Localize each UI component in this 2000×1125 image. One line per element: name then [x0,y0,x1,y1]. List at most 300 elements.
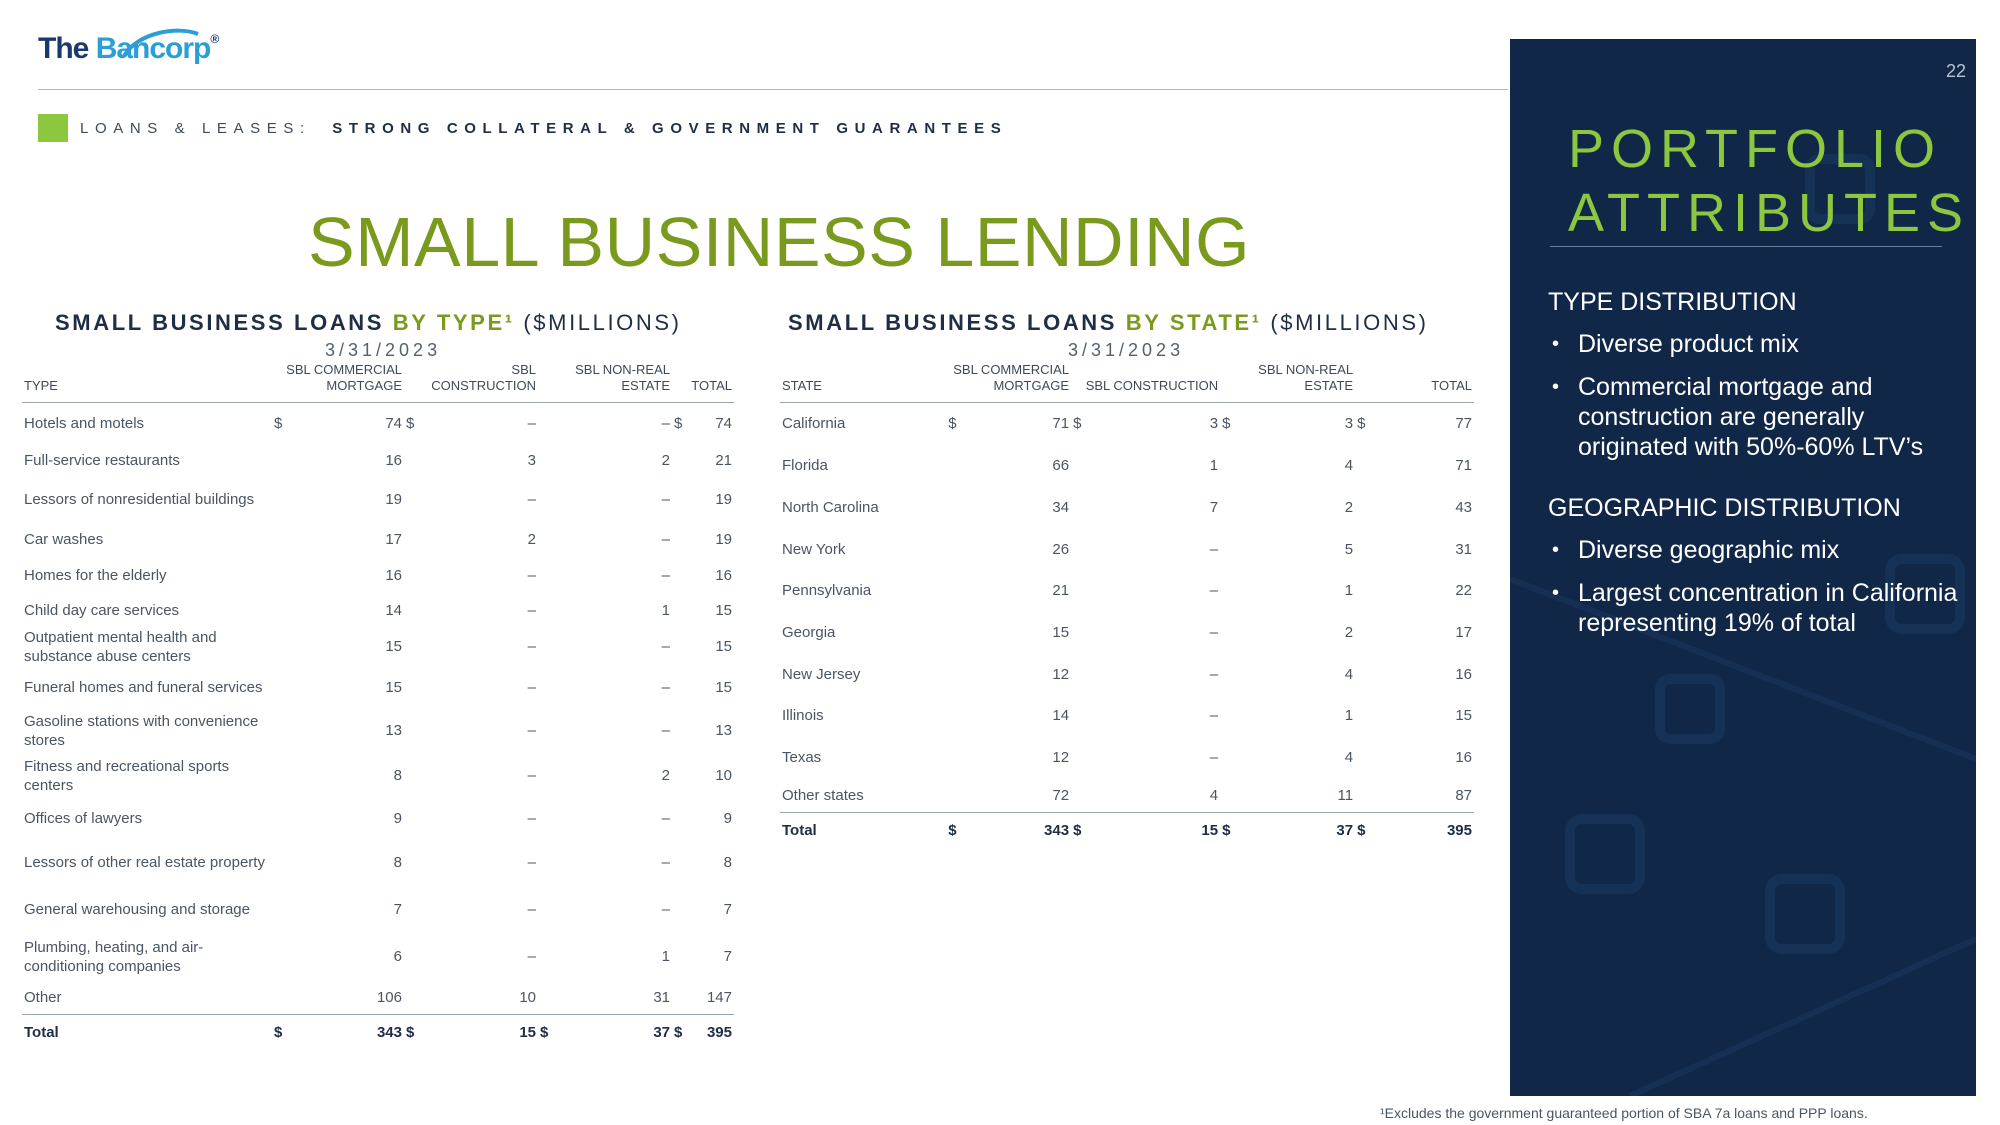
table-cell-label: Other states [782,786,864,804]
table-cell-non_re: – [661,531,670,548]
table-cell-c0 [272,627,294,667]
table-cell-c3 [1355,445,1385,487]
table-cell-c0 [272,445,294,477]
table-cell-non_re: – [661,679,670,696]
table-cell-c0 [272,839,294,887]
total-cell-c2: $ [538,1015,560,1047]
table-cell-c2 [538,933,560,981]
table-cell-c2 [538,627,560,667]
state-table-date: 3/31/2023 [1068,340,1185,360]
state-table [780,362,1474,845]
table-cell-c3 [672,933,694,981]
table-cell-c2 [1220,612,1250,654]
state-col-header-total: TOTAL [1355,362,1474,403]
table-cell-label: New York [782,540,846,558]
table-cell-c3 [1355,570,1385,612]
type-col-header-non-re: SBL NON-REAL ESTATE [538,362,672,403]
table-cell-c3 [1355,779,1385,813]
table-row [22,887,734,933]
table-cell-total: 16 [1455,665,1472,683]
section-label-bold: STRONG COLLATERAL & GOVERNMENT GUARANTEES [332,120,1008,137]
table-cell-c3 [672,753,694,799]
table-cell-c0 [272,981,294,1015]
table-cell-non_re: – [661,901,670,918]
table-cell-commercial: 15 [1052,624,1070,641]
table-cell-non_re: 2 [1344,624,1354,641]
table-cell-non_re: – [661,854,670,871]
table-cell-commercial: 72 [1052,786,1070,804]
type-bullet: • Commercial mortgage and construction are generally originated with 50%-60% LTV’s [1548,372,1968,462]
table-cell-non_re: 4 [1344,665,1354,683]
table-cell-construction: 1 [1209,457,1219,474]
table-cell-c1 [404,799,426,839]
total-cell-c1: $ [404,1015,426,1047]
table-cell-c1 [1071,654,1101,695]
table-cell-construction: 3 [527,452,536,469]
table-cell-c1: $ [406,415,415,433]
state-table-heading-bold: SMALL BUSINESS LOANS [788,310,1118,335]
state-col-header-state: STATE [780,362,946,403]
table-cell-label: Car washes [24,531,104,548]
table-row [780,654,1474,695]
section-accent-square [38,114,68,142]
table-cell-c1 [404,981,426,1015]
table-cell-construction: – [527,722,536,739]
table-cell-non_re: – [661,722,670,739]
table-cell-label: Fitness and recreational sports centers [24,757,230,794]
table-cell-c0 [272,523,294,557]
table-cell-c0 [272,887,294,933]
table-cell-c0 [946,570,976,612]
table-cell-c0 [946,737,976,779]
geographic-distribution-heading: GEOGRAPHIC DISTRIBUTION [1548,494,1901,522]
table-cell-c3 [672,709,694,753]
table-cell-c2 [1220,737,1250,779]
type-col-header-commercial: SBL COMMERCIAL MORTGAGE [272,362,404,403]
table-cell-construction: – [1209,582,1219,599]
table-cell-non_re: 5 [1344,540,1354,558]
table-cell-commercial: 14 [1052,707,1070,724]
table-cell-non_re: 1 [1344,707,1354,724]
panel-title-line2: ATTRIBUTES [1568,183,1971,243]
table-cell-c2 [538,557,560,595]
type-table-heading [55,310,682,336]
table-row [22,557,734,595]
table-row [22,445,734,477]
table-cell-c2 [538,839,560,887]
table-cell-commercial: 15 [385,638,402,655]
table-row [22,933,734,981]
table-cell-commercial: 16 [385,567,402,584]
logo-mark: ® [210,32,219,46]
table-cell-commercial: 7 [393,901,402,918]
table-cell-label: Plumbing, heating, and air-conditioning companies [24,938,204,975]
table-row [22,753,734,799]
table-cell-label: North Carolina [782,499,879,516]
table-cell-c3 [1355,654,1385,695]
table-cell-commercial: 8 [393,854,402,871]
total-cell-c2: $ [1220,813,1250,845]
total-cell-label: Total [780,813,946,845]
table-cell-total: 7 [723,948,732,965]
table-cell-total: 19 [715,531,732,548]
table-row [780,529,1474,570]
table-cell-c1 [404,627,426,667]
table-cell-commercial: 8 [393,767,402,784]
panel-title [1568,117,1970,245]
table-cell-c0 [272,595,294,627]
table-cell-non_re: – [661,415,670,433]
table-cell-c2: $ [1222,415,1231,433]
table-cell-total: 71 [1455,457,1472,474]
table-cell-construction: – [1209,707,1219,724]
table-cell-c0: $ [948,415,957,433]
table-cell-label: Child day care services [24,602,180,619]
table-cell-construction: – [527,567,536,584]
table-cell-c1 [404,477,426,523]
table-cell-c1 [404,595,426,627]
state-table-heading-rest: ($MILLIONS) [1270,310,1429,335]
bancorp-logo [36,26,219,86]
table-cell-construction: – [527,767,536,784]
logo-text [38,32,218,66]
table-cell-non_re: – [661,638,670,655]
table-cell-construction: – [527,491,536,508]
table-cell-total: 15 [1455,707,1472,724]
table-cell-non_re: 2 [1344,499,1354,516]
table-cell-label: Texas [782,749,822,766]
type-col-header-type: TYPE [22,362,272,403]
table-cell-c1 [404,933,426,981]
table-cell-total: 8 [723,854,732,871]
table-cell-commercial: 16 [385,452,402,469]
table-cell-label: Illinois [782,707,824,724]
table-cell-total: 15 [715,679,732,696]
footnote: ¹Excludes the government guaranteed portion of SBA 7a loans and PPP loans. [1380,1105,1868,1121]
table-cell-c1 [1071,779,1101,813]
state-col-header-commercial: SBL COMMERCIAL MORTGAGE [946,362,1071,403]
table-cell-label: Florida [782,457,828,474]
table-cell-c0 [946,529,976,570]
total-cell-c1: $ [1071,813,1101,845]
table-cell-c2 [1220,487,1250,529]
state-col-header-construction: SBL CONSTRUCTION [1071,362,1220,403]
table-cell-label: Gasoline stations with convenience stores [24,712,259,749]
table-cell-construction: – [527,948,536,965]
table-total-row [780,813,1474,845]
table-cell-c3: $ [1357,415,1366,433]
table-cell-construction: – [527,602,536,619]
table-row [22,839,734,887]
table-cell-commercial: 14 [385,602,402,619]
table-cell-total: 31 [1455,540,1472,558]
table-cell-c3 [1355,529,1385,570]
table-cell-c2 [1220,654,1250,695]
table-cell-non_re: 3 [1344,415,1354,433]
table-cell-construction: – [1209,749,1219,766]
table-cell-commercial: 13 [385,722,402,739]
table-cell-total: 147 [706,988,732,1006]
table-cell-commercial: 106 [376,988,402,1006]
table-cell-c1 [1071,737,1101,779]
total-cell-construction: 15 [426,1015,538,1047]
table-cell-non_re: 11 [1337,786,1354,804]
table-cell-c3 [672,523,694,557]
table-cell-non_re: – [661,810,670,827]
table-cell-construction: 4 [1209,786,1219,804]
table-cell-construction: 7 [1209,499,1219,516]
type-table-heading-bold: SMALL BUSINESS LOANS [55,310,385,335]
table-cell-label: Outpatient mental health and substance abuse centers [24,628,217,665]
table-cell-c0 [946,445,976,487]
table-cell-c0 [272,933,294,981]
table-row [780,737,1474,779]
table-cell-c3 [672,799,694,839]
table-cell-total: 21 [715,452,732,469]
table-cell-commercial: 15 [385,679,402,696]
table-cell-non_re: 1 [661,602,670,619]
table-cell-c0 [946,612,976,654]
table-row [22,667,734,709]
table-cell-non_re: 31 [653,988,670,1006]
table-cell-construction: 10 [519,988,536,1006]
table-cell-label: Hotels and motels [24,415,145,433]
table-row [22,981,734,1015]
table-cell-c3 [672,445,694,477]
table-cell-c1 [1071,695,1101,737]
table-cell-c2 [538,709,560,753]
table-row [22,523,734,557]
table-cell-construction: – [1209,624,1219,641]
table-row [780,570,1474,612]
table-row [780,612,1474,654]
table-cell-total: 19 [715,491,732,508]
table-cell-commercial: 34 [1052,499,1070,516]
type-distribution-heading: TYPE DISTRIBUTION [1548,288,1797,316]
table-cell-c3 [672,477,694,523]
table-row [780,487,1474,529]
table-row [22,595,734,627]
section-label-light: LOANS & LEASES: [80,120,311,137]
table-cell-construction: – [1209,665,1219,683]
table-cell-c0 [946,654,976,695]
total-cell-c0: $ [272,1015,294,1047]
table-cell-c2 [1220,570,1250,612]
table-cell-construction: – [527,901,536,918]
table-cell-c1 [404,523,426,557]
table-cell-c2 [538,595,560,627]
table-cell-c3 [1355,487,1385,529]
table-cell-label: New Jersey [782,665,861,683]
table-cell-construction: 3 [1209,415,1219,433]
table-cell-commercial: 17 [385,531,402,548]
type-distribution-list [1548,329,1968,475]
table-cell-non_re: 4 [1344,457,1354,474]
table-cell-total: 16 [1455,749,1472,766]
table-cell-c2 [1220,695,1250,737]
total-cell-total: 395 [1385,813,1474,845]
table-row [780,403,1474,445]
geo-bullet: • Largest concentration in California representing 19% of total [1548,578,1968,638]
table-cell-c0 [946,487,976,529]
table-cell-c2 [538,799,560,839]
table-cell-construction: – [527,638,536,655]
table-cell-label: Georgia [782,624,836,641]
table-cell-total: 74 [715,415,732,433]
portfolio-attributes-panel [1510,39,1976,1096]
table-cell-total: 22 [1455,582,1472,599]
table-cell-construction: – [527,415,536,433]
table-cell-c1 [404,445,426,477]
table-cell-c3 [672,667,694,709]
table-cell-c1 [1071,570,1101,612]
table-cell-c0: $ [274,415,283,433]
table-cell-non_re: 2 [661,767,670,784]
type-col-header-total: TOTAL [672,362,734,403]
table-cell-c2 [538,403,560,445]
type-bullet: • Diverse product mix [1548,329,1968,359]
total-cell-construction: 15 [1101,813,1220,845]
table-cell-label: Offices of lawyers [24,810,143,827]
table-cell-total: 17 [1455,624,1472,641]
table-cell-c3 [1355,695,1385,737]
table-cell-total: 9 [723,810,732,827]
total-cell-non_re: 37 [1250,813,1355,845]
table-cell-construction: – [1209,540,1219,558]
table-row [22,477,734,523]
geographic-distribution-list [1548,535,1968,651]
table-cell-label: Pennsylvania [782,582,872,599]
table-cell-c2 [538,753,560,799]
table-cell-c3 [672,557,694,595]
table-cell-non_re: – [661,491,670,508]
table-cell-c3 [672,981,694,1015]
table-cell-c2 [538,981,560,1015]
page-title: SMALL BUSINESS LENDING [308,203,1251,281]
table-row [780,445,1474,487]
table-row [22,709,734,753]
table-cell-commercial: 71 [1052,415,1070,433]
table-cell-total: 15 [715,638,732,655]
table-total-row [22,1015,734,1047]
table-row [22,799,734,839]
table-cell-construction: 2 [527,531,536,548]
table-cell-c1 [1071,529,1101,570]
table-row [780,779,1474,813]
table-cell-total: 7 [723,901,732,918]
table-cell-construction: – [527,854,536,871]
state-table-heading-green: BY STATE¹ [1125,310,1262,335]
total-cell-non_re: 37 [560,1015,672,1047]
table-cell-c0 [946,779,976,813]
type-col-header-construction: SBL CONSTRUCTION [404,362,538,403]
total-cell-commercial: 343 [976,813,1071,845]
table-cell-label: Homes for the elderly [24,567,167,584]
logo-text-bancorp: Bancorp [95,32,211,65]
state-col-header-non-re: SBL NON-REAL ESTATE [1220,362,1355,403]
table-cell-commercial: 6 [393,948,402,965]
table-cell-c3 [672,839,694,887]
table-cell-c2 [538,667,560,709]
table-cell-label: Lessors of other real estate property [24,854,265,871]
table-cell-c1 [404,753,426,799]
table-cell-c1: $ [1073,415,1082,433]
table-cell-c0 [946,695,976,737]
panel-title-line1: PORTFOLIO [1568,119,1943,179]
table-cell-label: General warehousing and storage [24,901,250,918]
table-cell-c2 [538,445,560,477]
panel-divider [1550,246,1942,247]
type-table [22,362,734,1047]
table-cell-construction: – [527,679,536,696]
table-cell-c2 [1220,445,1250,487]
table-cell-c2 [1220,779,1250,813]
table-cell-c3 [1355,737,1385,779]
table-cell-total: 43 [1455,499,1472,516]
table-cell-c1 [404,887,426,933]
table-cell-commercial: 12 [1052,749,1070,766]
section-label [80,120,1007,137]
type-table-heading-green: BY TYPE¹ [392,310,515,335]
table-cell-commercial: 26 [1052,540,1070,558]
table-cell-c0 [272,477,294,523]
type-table-heading-rest: ($MILLIONS) [523,310,682,335]
table-cell-non_re: 1 [1344,582,1354,599]
table-cell-c2 [538,887,560,933]
table-row [780,695,1474,737]
table-cell-commercial: 12 [1052,665,1070,683]
table-cell-c3: $ [674,415,683,433]
table-cell-commercial: 66 [1052,457,1070,474]
logo-text-the: The [38,32,89,65]
page-number: 22 [1945,61,1966,81]
table-row [22,403,734,445]
table-cell-c1 [1071,612,1101,654]
table-cell-c3 [1355,612,1385,654]
table-cell-non_re: 1 [661,948,670,965]
table-cell-c3 [672,627,694,667]
table-cell-non_re: 2 [661,452,670,469]
table-cell-construction: – [527,810,536,827]
table-cell-total: 16 [715,567,732,584]
table-cell-label: Lessors of nonresidential buildings [24,491,255,508]
table-cell-total: 13 [715,722,732,739]
table-cell-c1 [1071,445,1101,487]
table-cell-c3 [672,887,694,933]
table-cell-total: 87 [1455,786,1472,804]
table-cell-non_re: – [661,567,670,584]
total-cell-label: Total [22,1015,272,1047]
total-cell-total: 395 [694,1015,734,1047]
table-cell-c2 [1220,529,1250,570]
total-cell-c3: $ [1355,813,1385,845]
table-cell-c1 [404,839,426,887]
table-cell-label: California [782,415,846,433]
total-cell-commercial: 343 [294,1015,404,1047]
table-cell-total: 77 [1455,415,1472,433]
total-cell-c0: $ [946,813,976,845]
table-cell-commercial: 74 [385,415,402,433]
table-cell-commercial: 9 [393,810,402,827]
table-cell-c3 [672,595,694,627]
table-cell-label: Other [24,988,62,1006]
table-cell-c0 [272,557,294,595]
table-cell-c2 [538,477,560,523]
table-cell-commercial: 21 [1052,582,1070,599]
table-cell-total: 15 [715,602,732,619]
table-row [22,627,734,667]
top-divider [38,89,1508,90]
